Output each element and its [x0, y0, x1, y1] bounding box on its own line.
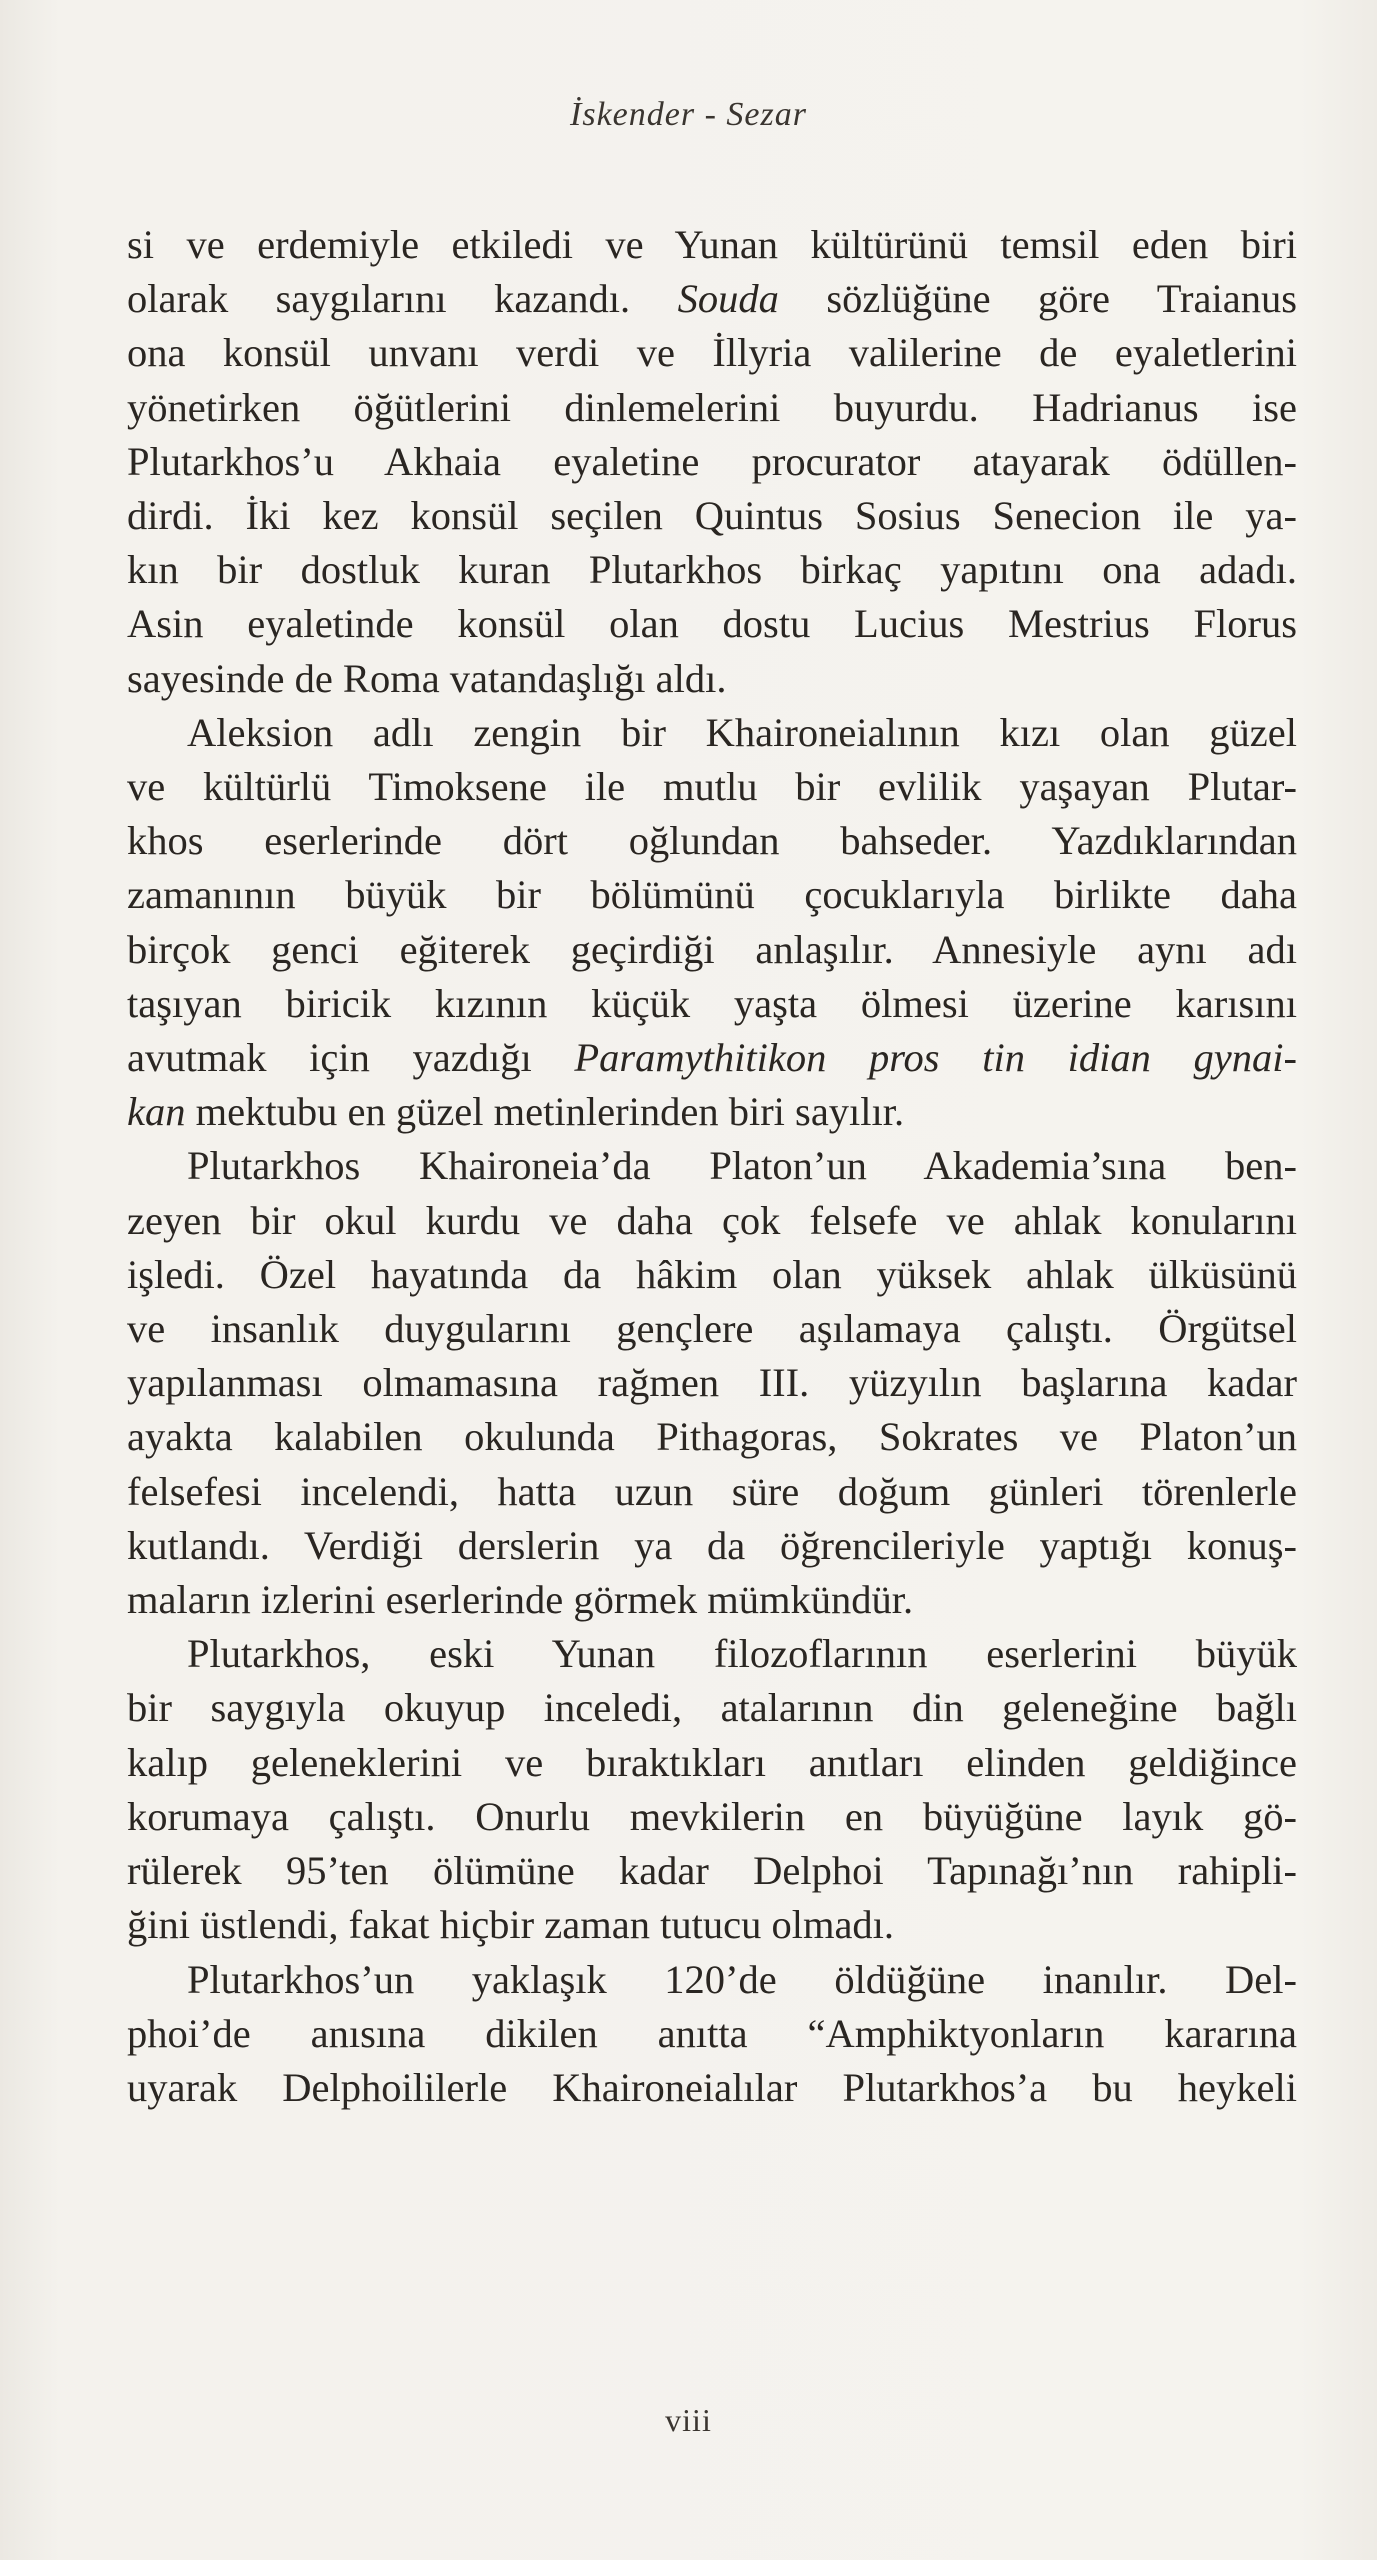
- paragraph: [127, 1953, 1297, 2116]
- text-line: yapılanması olmamasına rağmen III. yüzyılın başlarına kadar: [127, 1360, 1297, 1406]
- text-line: Aleksion adlı zengin bir Khaironeialının kızı olan güzel: [187, 709, 1297, 755]
- text-line: ve insanlık duygularını gençlere aşılamaya çalıştı. Örgütsel: [127, 1306, 1297, 1352]
- text-line: taşıyan biricik kızının küçük yaşta ölmesi üzerine karısını: [127, 980, 1297, 1026]
- text-line: olarak saygılarını kazandı. Souda sözlüğüne göre Traianus: [127, 276, 1297, 322]
- italic-title: Souda: [677, 276, 779, 322]
- text-line: dirdi. İki kez konsül seçilen Quintus Sosius Senecion ile ya-: [127, 493, 1297, 539]
- text-line: khos eserlerinde dört oğlundan bahseder. Yazdıklarından: [127, 818, 1297, 864]
- text-line: ve kültürlü Timoksene ile mutlu bir evlilik yaşayan Plutar-: [127, 764, 1297, 810]
- page-number: viii: [665, 2402, 712, 2438]
- text-line: si ve erdemiyle etkiledi ve Yunan kültürünü temsil eden biri: [127, 222, 1297, 267]
- running-title: İskender - Sezar: [570, 96, 807, 133]
- paragraph: [127, 1627, 1297, 1952]
- text-line: kutlandı. Verdiği derslerin ya da öğrencileriyle yaptığı konuş-: [127, 1522, 1297, 1568]
- text-line: kın bir dostluk kuran Plutarkhos birkaç yapıtını ona adadı.: [127, 547, 1297, 593]
- text-line: phoi’de anısına dikilen anıtta “Amphiktyonların kararına: [127, 2010, 1297, 2056]
- text-line: sayesinde de Roma vatandaşlığı aldı.: [127, 655, 727, 701]
- text-line: bir saygıyla okuyup inceledi, atalarının din geleneğine bağlı: [127, 1685, 1297, 1731]
- text-line: felsefesi incelendi, hatta uzun süre doğum günleri törenlerle: [127, 1468, 1297, 1514]
- text-line: Plutarkhos’u Akhaia eyaletine procurator atayarak ödüllen-: [127, 438, 1297, 484]
- text-line: kalıp geleneklerini ve bıraktıkları anıtları elinden geldiğince: [127, 1739, 1297, 1785]
- paragraph: [127, 706, 1297, 1140]
- text-line: işledi. Özel hayatında da hâkim olan yüksek ahlak ülküsünü: [127, 1251, 1297, 1297]
- text-line: Plutarkhos, eski Yunan filozoflarının eserlerini büyük: [187, 1631, 1297, 1677]
- paragraph: [127, 1139, 1297, 1627]
- body-text: [127, 218, 1297, 2115]
- paragraph: [127, 218, 1297, 706]
- text-line: rülerek 95’ten ölümüne kadar Delphoi Tapınağı’nın rahipli-: [127, 1848, 1297, 1894]
- text-line: zeyen bir okul kurdu ve daha çok felsefe ve ahlak konularını: [127, 1197, 1297, 1243]
- text-line: birçok genci eğiterek geçirdiği anlaşılır. Annesiyle aynı adı: [127, 926, 1297, 972]
- text-line: zamanının büyük bir bölümünü çocuklarıyla birlikte daha: [127, 872, 1297, 918]
- text-line: yönetirken öğütlerini dinlemelerini buyurdu. Hadrianus ise: [127, 384, 1297, 430]
- text-line: avutmak için yazdığı Paramythitikon pros tin idian gynai-: [127, 1035, 1297, 1081]
- text-line: korumaya çalıştı. Onurlu mevkilerin en büyüğüne layık gö-: [127, 1793, 1297, 1839]
- italic-title: kan: [127, 1089, 186, 1135]
- text-line: Asin eyaletinde konsül olan dostu Lucius Mestrius Florus: [127, 601, 1297, 647]
- text-line: kan mektubu en güzel metinlerinden biri sayılır.: [127, 1089, 905, 1135]
- text-line: Plutarkhos Khaironeia’da Platon’un Akademia’sına ben-: [187, 1143, 1297, 1189]
- italic-title: Paramythitikon pros tin idian gynai-: [574, 1035, 1297, 1081]
- text-line: ona konsül unvanı verdi ve İllyria valilerine de eyaletlerini: [127, 330, 1297, 376]
- text-line: uyarak Delphoililerle Khaironeialılar Plutarkhos’a bu heykeli: [127, 2064, 1297, 2110]
- text-line: ayakta kalabilen okulunda Pithagoras, Sokrates ve Platon’un: [127, 1414, 1297, 1460]
- text-line: maların izlerini eserlerinde görmek mümkündür.: [127, 1577, 914, 1623]
- text-line: Plutarkhos’un yaklaşık 120’de öldüğüne inanılır. Del-: [187, 1956, 1297, 2002]
- text-line: ğini üstlendi, fakat hiçbir zaman tutucu olmadı.: [127, 1902, 895, 1948]
